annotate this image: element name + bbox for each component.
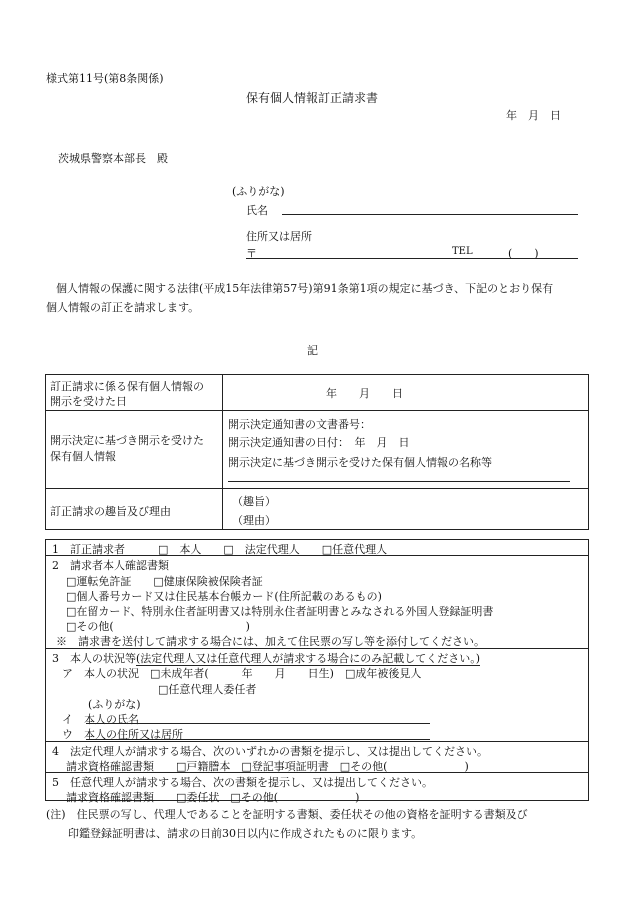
row3-label: 訂正請求の趣旨及び理由 [50,505,171,518]
row2-label-1: 開示決定に基づき開示を受けた [50,434,204,447]
section-2-line-2: □個人番号カード又は住民基本台帳カード(住所記載のあるもの) [66,590,382,603]
address-field [246,258,578,259]
section-3-name: イ 本人の氏名 [62,713,139,726]
ki-heading: 記 [307,344,318,357]
section-3-furigana: (ふりがな) [88,698,141,711]
section-3-address-field [86,739,430,740]
form-number: 様式第11号(第8条関係) [46,72,164,85]
section-3-title-main: 3 本人の状況等 [52,652,136,665]
table-divider [222,374,223,530]
footnote-line-2: 印鑑登録証明書は、請求の日前30日以内に作成されたものに限ります。 [68,827,423,840]
row2-name-field [228,481,570,482]
section-3-status-2: □任意代理人委任者 [158,683,257,696]
section-3-address: ウ 本人の住所又は居所 [62,728,183,741]
row1-label-2: 開示を受けた日 [50,395,127,408]
section-2-note: ※ 請求書を送付して請求する場合には、加えて住民票の写し等を添付してください。 [56,635,485,648]
table-row-divider [45,488,589,489]
address-label: 住所又は居所 [246,230,312,243]
section-5-documents: 請求資格確認書類 □委任状 □その他( ) [66,791,360,804]
section-4-documents: 請求資格確認書類 □戸籍謄本 □登記事項証明書 □その他( ) [66,760,469,773]
section-3-status: ア 本人の状況 □未成年者( 年 月 日生) □成年被後見人 [62,667,422,680]
name-label: 氏名 [246,204,268,217]
tel-parens: ( ) [508,247,539,260]
intro-line-2: 個人情報の訂正を請求します。 [46,301,200,314]
section-1-requester-type: 1 訂正請求者 □ 本人 □ 法定代理人 □任意代理人 [52,543,388,556]
row2-line-3: 開示決定に基づき開示を受けた保有個人情報の名称等 [228,456,492,469]
postal-mark: 〒 [246,247,257,260]
section-3-name-field [86,723,430,724]
tel-label: TEL [452,246,473,257]
table-row-divider [45,410,589,411]
addressee: 茨城県警察本部長 殿 [58,152,168,165]
section-4-title: 4 法定代理人が請求する場合、次のいずれかの書類を提示し、又は提出してください。 [52,745,488,758]
section-2-line-1: □運転免許証 □健康保険被保険者証 [66,575,263,588]
intro-line-1: 個人情報の保護に関する法律(平成15年法律第57号)第91条第1項の規定に基づき、下記のとおり保有 [56,282,554,295]
name-field [282,214,578,215]
date-line: 年 月 日 [506,109,561,122]
section-3-title-note: (法定代理人又は任意代理人が請求する場合にのみ記載してください。) [136,652,481,665]
section-3-title [52,650,480,666]
row2-line-2: 開示決定通知書の日付： 年 月 日 [228,436,410,449]
section-5-title: 5 任意代理人が請求する場合、次の書類を提示し、又は提出してください。 [52,776,433,789]
row1-label-1: 訂正請求に係る保有個人情報の [50,380,204,393]
page-title: 保有個人情報訂正請求書 [246,91,379,105]
section-2-line-3: □在留カード、特別永住者証明書又は特別永住者証明書とみなされる外国人登録証明書 [66,605,494,618]
row3-reason: （理由） [232,514,276,527]
row3-purpose: （趣旨） [232,495,276,508]
footnote-line-1: (注) 住民票の写し、代理人であることを証明する書類、委任状その他の資格を証明する書類及び [46,808,528,821]
row2-line-1: 開示決定通知書の文書番号： [228,418,371,431]
section-2-line-4: □その他( ) [66,620,250,633]
row1-value: 年 月 日 [326,387,403,400]
row2-label-2: 保有個人情報 [50,450,116,463]
section-2-title: 2 請求者本人確認書類 [52,559,169,572]
furigana-label: (ふりがな) [232,185,285,198]
